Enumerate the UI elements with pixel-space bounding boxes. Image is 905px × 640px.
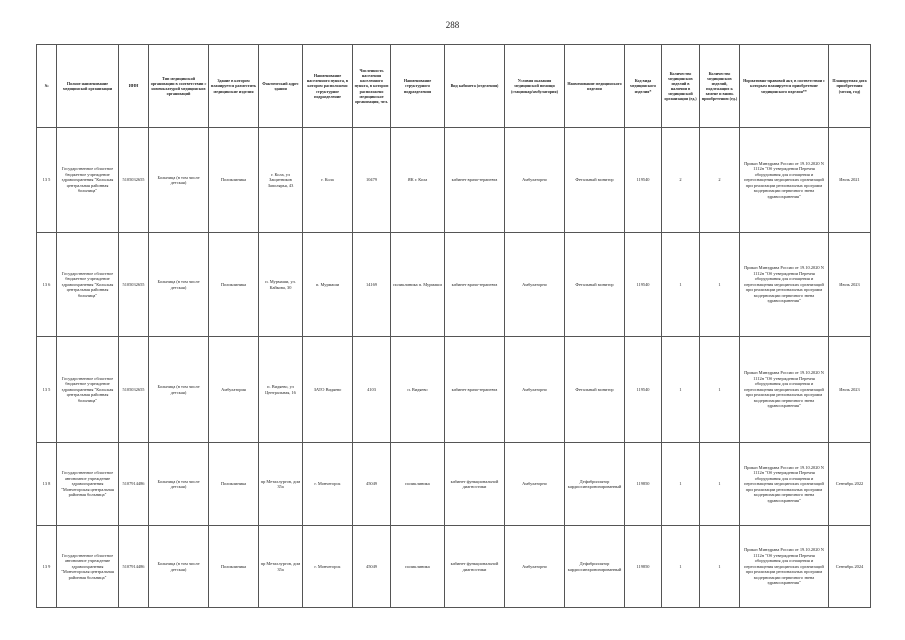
table-row xyxy=(37,443,871,526)
cell-type: Больница (в том числе детская) xyxy=(149,526,209,608)
cell-building: Поликлиника xyxy=(209,128,259,233)
cell-address: г. Кола, ул Защитников Заполярья, 43 xyxy=(259,128,303,233)
cell-qty-need: 2 xyxy=(700,128,740,233)
cell-unit: поликлиника п. Мурмаши xyxy=(391,233,445,337)
cell-locality: г. Мончегорск xyxy=(303,443,353,526)
header-org: Полное наименование медицинской организации xyxy=(57,45,119,128)
cell-qty-have: 1 xyxy=(662,526,700,608)
header-population: Численность населения населенного пункта, в котором расположено медицинское организация, чел. xyxy=(353,45,391,128)
cell-num: 13 9 xyxy=(37,526,57,608)
cell-address: п. Видяево, ул Центральная, 16 xyxy=(259,337,303,443)
cell-qty-have: 1 xyxy=(662,233,700,337)
cell-inn: 5105032655 xyxy=(119,337,149,443)
header-code: Код вида медицинского изделия* xyxy=(625,45,662,128)
header-qty-need: Количество медицинских изделий, подлежащих к замене и вновь приобретению (ед.) xyxy=(700,45,740,128)
cell-inn: 5107914486 xyxy=(119,443,149,526)
header-device: Наименование медицинского изделия xyxy=(565,45,625,128)
cell-conditions: Амбулаторно xyxy=(505,443,565,526)
header-act: Нормативно-правовой акт, в соответствии с которым планируется приобретение медицинского изделия** xyxy=(740,45,829,128)
cell-act: Приказ Минздрава России от 19.10.2020 N 1112н "Об утверждении Перечня оборудования для оснащения и переоснащения медицинских организаций при реализации региональных программ модернизации первичного звена здравоохранения" xyxy=(740,128,829,233)
cell-num: 13 6 xyxy=(37,233,57,337)
cell-device: Фетальный монитор xyxy=(565,128,625,233)
cell-org: Государственное областное бюджетное учреждение здравоохранения "Кольская центральная районная больница" xyxy=(57,128,119,233)
cell-cabinet: кабинет врача-терапевта xyxy=(445,128,505,233)
cell-type: Больница (в том числе детская) xyxy=(149,233,209,337)
cell-population: 14169 xyxy=(353,233,391,337)
cell-locality: г. Кола xyxy=(303,128,353,233)
cell-conditions: Амбулаторно xyxy=(505,337,565,443)
header-cabinet: Вид кабинета (отделения) xyxy=(445,45,505,128)
header-num: № xyxy=(37,45,57,128)
cell-num: 13 8 xyxy=(37,443,57,526)
cell-unit: поликлиника xyxy=(391,443,445,526)
table-row xyxy=(37,233,871,337)
cell-unit: п. Видяево xyxy=(391,337,445,443)
cell-qty-need: 1 xyxy=(700,337,740,443)
cell-unit: ЯК г. Кола xyxy=(391,128,445,233)
cell-qty-need: 1 xyxy=(700,443,740,526)
cell-device: Дефибриллятор кардиосинхронизированный xyxy=(565,443,625,526)
cell-population: 45049 xyxy=(353,526,391,608)
cell-device: Дефибриллятор кардиосинхронизированный xyxy=(565,526,625,608)
header-locality: Наименование населенного пункта, в котором расположено структурное подразделение xyxy=(303,45,353,128)
cell-inn: 5105032655 xyxy=(119,128,149,233)
cell-inn: 5107914486 xyxy=(119,526,149,608)
cell-qty-need: 1 xyxy=(700,233,740,337)
cell-locality: п. Мурмаши xyxy=(303,233,353,337)
cell-building: Амбулатория xyxy=(209,337,259,443)
cell-code: 119850 xyxy=(625,526,662,608)
cell-conditions: Амбулаторно xyxy=(505,233,565,337)
header-qty-have: Количество медицинских изделий в наличии в медицинской организации (ед.) xyxy=(662,45,700,128)
cell-cabinet: кабинет врача-терапевта xyxy=(445,337,505,443)
cell-date: Июль 2023 xyxy=(829,337,871,443)
header-building: Здание в котором планируется разместить медицинские изделия xyxy=(209,45,259,128)
cell-locality: г. Мончегорск xyxy=(303,526,353,608)
header-date: Планируемая дата приобретения (месяц, год) xyxy=(829,45,871,128)
header-conditions: Условия оказания медицинской помощи (стационар/амбулатория) xyxy=(505,45,565,128)
cell-building: Поликлиника xyxy=(209,526,259,608)
cell-qty-need: 1 xyxy=(700,526,740,608)
cell-conditions: Амбулаторно xyxy=(505,526,565,608)
cell-act: Приказ Минздрава России от 19.10.2020 N 1112н "Об утверждении Перечня оборудования для оснащения и переоснащения медицинских организаций при реализации региональных программ модернизации первичного звена здравоохранения" xyxy=(740,443,829,526)
cell-unit: поликлиника xyxy=(391,526,445,608)
header-inn: ИНН xyxy=(119,45,149,128)
cell-org: Государственное областное бюджетное учреждение здравоохранения "Кольская центральная районная больница" xyxy=(57,233,119,337)
cell-cabinet: кабинет функциональной диагностики xyxy=(445,526,505,608)
cell-date: Июль 2023 xyxy=(829,233,871,337)
header-type: Тип медицинской организации в соответствии с номенклатурой медицинских организаций xyxy=(149,45,209,128)
cell-conditions: Амбулаторно xyxy=(505,128,565,233)
cell-qty-have: 1 xyxy=(662,337,700,443)
cell-device: Фетальный монитор xyxy=(565,233,625,337)
cell-population: 45049 xyxy=(353,443,391,526)
page-number: 288 xyxy=(445,20,460,30)
cell-type: Больница (в том числе детская) xyxy=(149,128,209,233)
cell-building: Поликлиника xyxy=(209,443,259,526)
cell-act: Приказ Минздрава России от 19.10.2020 N 1112н "Об утверждении Перечня оборудования для оснащения и переоснащения медицинских организаций при реализации региональных программ модернизации первичного звена здравоохранения" xyxy=(740,337,829,443)
cell-building: Поликлиника xyxy=(209,233,259,337)
cell-population: 4103 xyxy=(353,337,391,443)
table-row xyxy=(37,128,871,233)
cell-cabinet: кабинет функциональной диагностики xyxy=(445,443,505,526)
cell-code: 119540 xyxy=(625,233,662,337)
table-row xyxy=(37,526,871,608)
cell-date: Сентябрь 2022 xyxy=(829,443,871,526)
cell-date: Сентябрь 2024 xyxy=(829,526,871,608)
table-row xyxy=(37,337,871,443)
cell-qty-have: 2 xyxy=(662,128,700,233)
header-unit: Наименование структурного подразделения xyxy=(391,45,445,128)
cell-device: Фетальный монитор xyxy=(565,337,625,443)
header-address: Фактический адрес здания xyxy=(259,45,303,128)
cell-date: Июль 2021 xyxy=(829,128,871,233)
cell-population: 10479 xyxy=(353,128,391,233)
cell-type: Больница (в том числе детская) xyxy=(149,443,209,526)
cell-num: 13 5 xyxy=(37,337,57,443)
cell-act: Приказ Минздрава России от 19.10.2020 N 1112н "Об утверждении Перечня оборудования для оснащения и переоснащения медицинских организаций при реализации региональных программ модернизации первичного звена здравоохранения" xyxy=(740,526,829,608)
cell-inn: 5105032655 xyxy=(119,233,149,337)
cell-act: Приказ Минздрава России от 19.10.2020 N 1112н "Об утверждении Перечня оборудования для оснащения и переоснащения медицинских организаций при реализации региональных программ модернизации первичного звена здравоохранения" xyxy=(740,233,829,337)
cell-code: 119850 xyxy=(625,443,662,526)
cell-cabinet: кабинет врача-терапевта xyxy=(445,233,505,337)
header-row xyxy=(37,45,871,128)
cell-num: 13 5 xyxy=(37,128,57,233)
cell-locality: ЗАТО Видяево xyxy=(303,337,353,443)
cell-org: Государственное областное бюджетное учреждение здравоохранения "Кольская центральная районная больница" xyxy=(57,337,119,443)
cell-org: Государственное областное автономное учреждение здравоохранения "Мончегорская центральная районная больница" xyxy=(57,443,119,526)
cell-address: пр Металлургов, дом 35а xyxy=(259,443,303,526)
cell-code: 119540 xyxy=(625,337,662,443)
cell-address: п. Мурмаши, ул. Кайкова, 30 xyxy=(259,233,303,337)
cell-code: 119540 xyxy=(625,128,662,233)
cell-org: Государственное областное автономное учреждение здравоохранения "Мончегорская центральная районная больница" xyxy=(57,526,119,608)
cell-qty-have: 1 xyxy=(662,443,700,526)
cell-type: Больница (в том числе детская) xyxy=(149,337,209,443)
cell-address: пр Металлургов, дом 35а xyxy=(259,526,303,608)
equipment-table xyxy=(36,44,871,608)
